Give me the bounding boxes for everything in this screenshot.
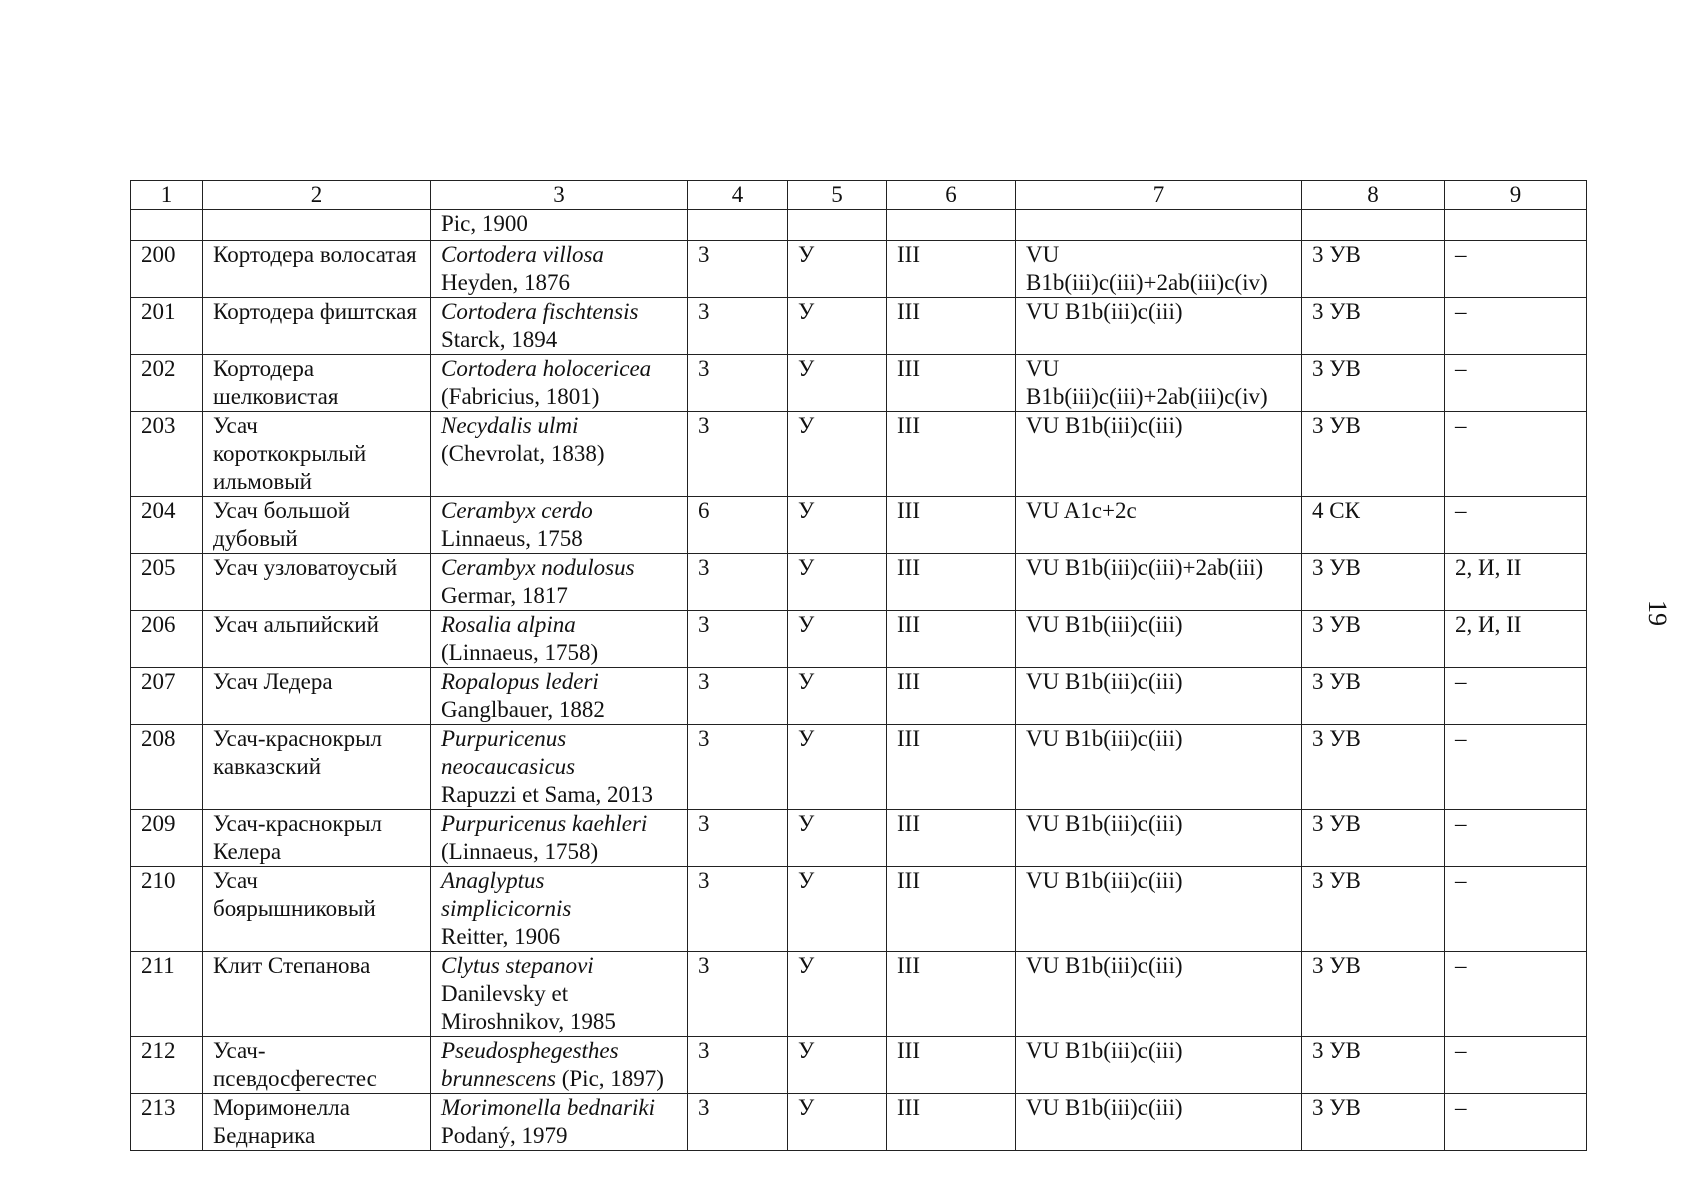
latin-name xyxy=(431,355,688,412)
iucn-criteria-cell: VU B1b(iii)c(iii) xyxy=(1016,1094,1302,1151)
notes-cell: – xyxy=(1445,497,1587,554)
latin-name xyxy=(431,412,688,497)
notes-cell: – xyxy=(1445,298,1587,355)
category-cell: 3 xyxy=(688,810,788,867)
category-cell: 3 xyxy=(688,298,788,355)
notes-cell: – xyxy=(1445,952,1587,1037)
iucn-criteria-cell: VU B1b(iii)c(iii)+2ab(iii)c(iv) xyxy=(1016,241,1302,298)
table-cell xyxy=(788,210,887,241)
russian-name: Усач альпийский xyxy=(203,611,431,668)
priority-cell: III xyxy=(887,810,1016,867)
latin-name xyxy=(431,241,688,298)
russian-name: Усач короткокрылый ильмовый xyxy=(203,412,431,497)
category-code-cell: 3 УВ xyxy=(1302,554,1445,611)
latin-name xyxy=(431,725,688,810)
latin-author: (Fabricius, 1801) xyxy=(441,384,600,409)
status-cell: У xyxy=(788,952,887,1037)
notes-cell: 2, И, II xyxy=(1445,554,1587,611)
priority-cell: III xyxy=(887,1037,1016,1094)
status-cell: У xyxy=(788,725,887,810)
notes-cell: – xyxy=(1445,867,1587,952)
latin-binomial: Ropalopus lederi xyxy=(441,669,599,694)
latin-name xyxy=(431,1037,688,1094)
category-cell: 6 xyxy=(688,497,788,554)
category-code-cell: 3 УВ xyxy=(1302,725,1445,810)
category-code-cell: 3 УВ xyxy=(1302,810,1445,867)
priority-cell: III xyxy=(887,412,1016,497)
table-cell xyxy=(688,210,788,241)
header-cell: 4 xyxy=(688,181,788,210)
latin-name xyxy=(431,1094,688,1151)
table-row xyxy=(131,355,1587,412)
latin-author: Germar, 1817 xyxy=(441,583,568,608)
table-row xyxy=(131,668,1587,725)
russian-name: Усач боярышниковый xyxy=(203,867,431,952)
category-code-cell: 3 УВ xyxy=(1302,298,1445,355)
header-cell: 7 xyxy=(1016,181,1302,210)
latin-author: (Chevrolat, 1838) xyxy=(441,441,605,466)
latin-author: Podaný, 1979 xyxy=(441,1123,568,1148)
latin-name xyxy=(431,810,688,867)
notes-cell: – xyxy=(1445,355,1587,412)
latin-binomial: Cerambyx cerdo xyxy=(441,498,593,523)
category-code-cell: 3 УВ xyxy=(1302,867,1445,952)
latin-name xyxy=(431,298,688,355)
row-number: 206 xyxy=(131,611,203,668)
table-row xyxy=(131,952,1587,1037)
latin-author: Ganglbauer, 1882 xyxy=(441,697,605,722)
table-row xyxy=(131,867,1587,952)
table-row xyxy=(131,298,1587,355)
row-number: 202 xyxy=(131,355,203,412)
row-number: 208 xyxy=(131,725,203,810)
table-cell xyxy=(1016,210,1302,241)
latin-binomial: Cortodera villosa xyxy=(441,242,604,267)
russian-name: Кортодера волосатая xyxy=(203,241,431,298)
notes-cell: – xyxy=(1445,241,1587,298)
status-cell: У xyxy=(788,554,887,611)
latin-binomial: Clytus stepanovi xyxy=(441,953,594,978)
iucn-criteria-cell: VU B1b(iii)c(iii) xyxy=(1016,867,1302,952)
iucn-criteria-cell: VU B1b(iii)c(iii) xyxy=(1016,298,1302,355)
category-cell: 3 xyxy=(688,355,788,412)
notes-cell: – xyxy=(1445,725,1587,810)
category-cell: 3 xyxy=(688,1037,788,1094)
latin-name xyxy=(431,554,688,611)
category-code-cell: 3 УВ xyxy=(1302,241,1445,298)
latin-binomial: Cerambyx nodulosus xyxy=(441,555,635,580)
category-cell: 3 xyxy=(688,867,788,952)
category-code-cell: 3 УВ xyxy=(1302,355,1445,412)
priority-cell: III xyxy=(887,554,1016,611)
header-cell: 3 xyxy=(431,181,688,210)
latin-binomial: Necydalis ulmi xyxy=(441,413,579,438)
iucn-criteria-cell: VU B1b(iii)c(iii) xyxy=(1016,668,1302,725)
russian-name: Усач-краснокрыл Келера xyxy=(203,810,431,867)
iucn-criteria-cell: VU B1b(iii)c(iii)+2ab(iii) xyxy=(1016,554,1302,611)
category-cell: 3 xyxy=(688,1094,788,1151)
priority-cell: III xyxy=(887,497,1016,554)
table-row xyxy=(131,241,1587,298)
page-number: 19 xyxy=(1643,600,1672,626)
row-number: 209 xyxy=(131,810,203,867)
russian-name: Усач-краснокрыл кавказский xyxy=(203,725,431,810)
russian-name: Кортодера фиштская xyxy=(203,298,431,355)
category-code-cell: 4 СК xyxy=(1302,497,1445,554)
latin-binomial: Purpuricenus kaehleri xyxy=(441,811,648,836)
latin-name xyxy=(431,952,688,1037)
table-row xyxy=(131,810,1587,867)
priority-cell: III xyxy=(887,298,1016,355)
latin-author: Heyden, 1876 xyxy=(441,270,571,295)
russian-name: Кортодера шелковистая xyxy=(203,355,431,412)
iucn-criteria-cell: VU B1b(iii)c(iii) xyxy=(1016,412,1302,497)
status-cell: У xyxy=(788,810,887,867)
latin-name xyxy=(431,668,688,725)
category-cell: 3 xyxy=(688,952,788,1037)
status-cell: У xyxy=(788,298,887,355)
notes-cell: 2, И, II xyxy=(1445,611,1587,668)
species-table xyxy=(130,180,1587,1151)
priority-cell: III xyxy=(887,668,1016,725)
priority-cell: III xyxy=(887,1094,1016,1151)
row-number: 201 xyxy=(131,298,203,355)
table-row xyxy=(131,725,1587,810)
status-cell: У xyxy=(788,1094,887,1151)
status-cell: У xyxy=(788,611,887,668)
iucn-criteria-cell: VU B1b(iii)c(iii) xyxy=(1016,725,1302,810)
latin-binomial: Purpuricenus neocaucasicus xyxy=(441,726,576,779)
category-code-cell: 3 УВ xyxy=(1302,412,1445,497)
iucn-criteria-cell: VU A1c+2c xyxy=(1016,497,1302,554)
row-number: 203 xyxy=(131,412,203,497)
latin-author: Linnaeus, 1758 xyxy=(441,526,583,551)
header-cell: 5 xyxy=(788,181,887,210)
table-cell xyxy=(887,210,1016,241)
latin-binomial: Rosalia alpina xyxy=(441,612,576,637)
status-cell: У xyxy=(788,668,887,725)
category-code-cell: 3 УВ xyxy=(1302,1037,1445,1094)
table-row xyxy=(131,497,1587,554)
header-cell: 1 xyxy=(131,181,203,210)
priority-cell: III xyxy=(887,725,1016,810)
row-number: 213 xyxy=(131,1094,203,1151)
priority-cell: III xyxy=(887,952,1016,1037)
latin-name xyxy=(431,497,688,554)
iucn-criteria-cell: VU B1b(iii)c(iii)+2ab(iii)c(iv) xyxy=(1016,355,1302,412)
status-cell: У xyxy=(788,1037,887,1094)
row-number: 207 xyxy=(131,668,203,725)
priority-cell: III xyxy=(887,867,1016,952)
priority-cell: III xyxy=(887,241,1016,298)
notes-cell: – xyxy=(1445,810,1587,867)
latin-author: (Linnaeus, 1758) xyxy=(441,640,599,665)
russian-name: Моримонелла Беднарика xyxy=(203,1094,431,1151)
latin-binomial: Cortodera holocericea xyxy=(441,356,652,381)
category-code-cell: 3 УВ xyxy=(1302,1094,1445,1151)
category-cell: 3 xyxy=(688,554,788,611)
iucn-criteria-cell: VU B1b(iii)c(iii) xyxy=(1016,1037,1302,1094)
russian-name: Усач большой дубовый xyxy=(203,497,431,554)
latin-author: Starck, 1894 xyxy=(441,327,558,352)
status-cell: У xyxy=(788,867,887,952)
notes-cell: – xyxy=(1445,1094,1587,1151)
table-cell xyxy=(203,210,431,241)
header-row xyxy=(131,181,1587,210)
continuation-row xyxy=(131,210,1587,241)
latin-author: (Linnaeus, 1758) xyxy=(441,839,599,864)
category-cell: 3 xyxy=(688,668,788,725)
latin-binomial: Morimonella bednariki xyxy=(441,1095,655,1120)
category-code-cell: 3 УВ xyxy=(1302,952,1445,1037)
latin-name xyxy=(431,867,688,952)
russian-name: Клит Степанова xyxy=(203,952,431,1037)
table-row xyxy=(131,554,1587,611)
row-number: 212 xyxy=(131,1037,203,1094)
russian-name: Усач- псевдосфегестес xyxy=(203,1037,431,1094)
table-row xyxy=(131,1094,1587,1151)
header-cell: 2 xyxy=(203,181,431,210)
table-cell xyxy=(131,210,203,241)
table-row xyxy=(131,611,1587,668)
latin-author: Reitter, 1906 xyxy=(441,924,561,949)
header-cell: 6 xyxy=(887,181,1016,210)
priority-cell: III xyxy=(887,355,1016,412)
table-cell xyxy=(1445,210,1587,241)
status-cell: У xyxy=(788,355,887,412)
latin-binomial: Pseudosphegesthes brunnescens xyxy=(441,1038,619,1091)
table-cell xyxy=(1302,210,1445,241)
notes-cell: – xyxy=(1445,668,1587,725)
russian-name: Усач узловатоусый xyxy=(203,554,431,611)
iucn-criteria-cell: VU B1b(iii)c(iii) xyxy=(1016,952,1302,1037)
category-code-cell: 3 УВ xyxy=(1302,668,1445,725)
category-cell: 3 xyxy=(688,412,788,497)
category-cell: 3 xyxy=(688,241,788,298)
status-cell: У xyxy=(788,497,887,554)
iucn-criteria-cell: VU B1b(iii)c(iii) xyxy=(1016,810,1302,867)
row-number: 205 xyxy=(131,554,203,611)
table-cell: Pic, 1900 xyxy=(431,210,688,241)
table-row xyxy=(131,1037,1587,1094)
row-number: 204 xyxy=(131,497,203,554)
row-number: 210 xyxy=(131,867,203,952)
notes-cell: – xyxy=(1445,1037,1587,1094)
latin-name xyxy=(431,611,688,668)
latin-binomial: Anaglyptus simplicicornis xyxy=(441,868,572,921)
table-row xyxy=(131,412,1587,497)
status-cell: У xyxy=(788,412,887,497)
row-number: 211 xyxy=(131,952,203,1037)
status-cell: У xyxy=(788,241,887,298)
latin-author: (Pic, 1897) xyxy=(561,1066,664,1091)
latin-author: Rapuzzi et Sama, 2013 xyxy=(441,782,654,807)
latin-author: Danilevsky et Miroshnikov, 1985 xyxy=(441,981,616,1034)
category-cell: 3 xyxy=(688,611,788,668)
iucn-criteria-cell: VU B1b(iii)c(iii) xyxy=(1016,611,1302,668)
header-cell: 9 xyxy=(1445,181,1587,210)
notes-cell: – xyxy=(1445,412,1587,497)
row-number: 200 xyxy=(131,241,203,298)
russian-name: Усач Ледера xyxy=(203,668,431,725)
priority-cell: III xyxy=(887,611,1016,668)
header-cell: 8 xyxy=(1302,181,1445,210)
latin-binomial: Cortodera fischtensis xyxy=(441,299,639,324)
category-code-cell: 3 УВ xyxy=(1302,611,1445,668)
category-cell: 3 xyxy=(688,725,788,810)
